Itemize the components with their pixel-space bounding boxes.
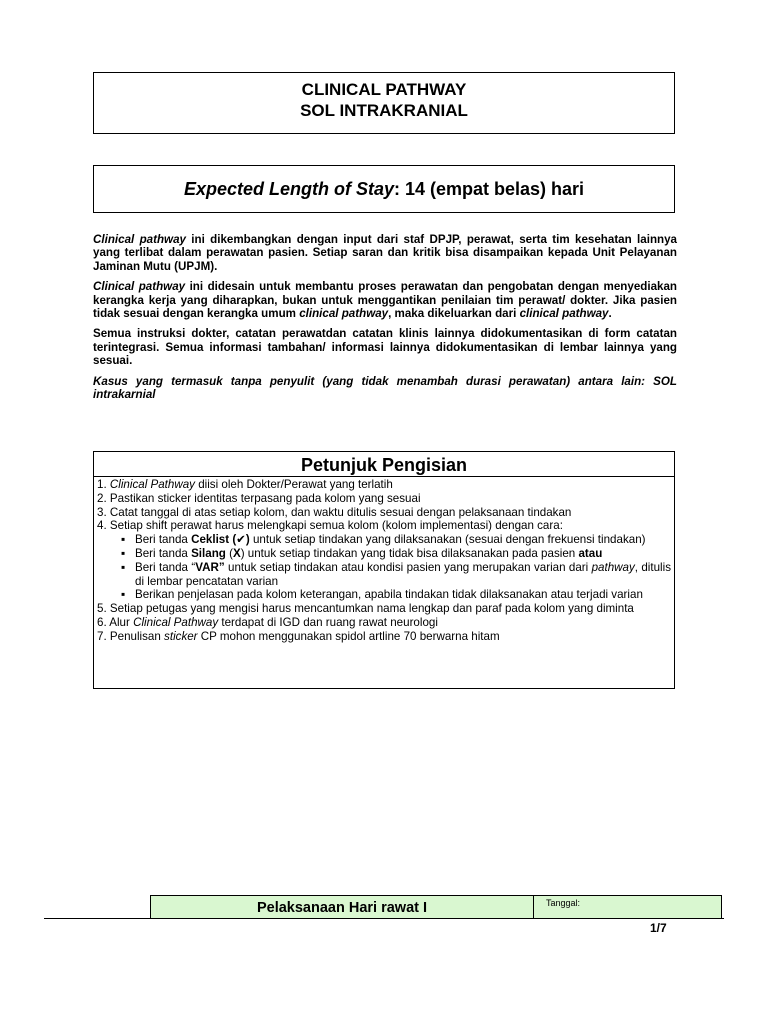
length-of-stay-box (93, 165, 675, 213)
document-title-line2: SOL INTRAKRANIAL (300, 101, 468, 120)
bullet-3-rest: , ditulis di lembar pencatatan varian (135, 560, 672, 588)
intro-p2-end: . (608, 307, 612, 321)
instruction-1 (97, 478, 671, 492)
instruction-7-pre: 7. Penulisan (97, 629, 165, 643)
los-value: : 14 (empat belas) hari (393, 179, 585, 199)
tanggal-label: Tanggal: (546, 898, 581, 908)
intro-paragraph-3: Semua instruksi dokter, catatan perawatdan catatan klinis lainnya didokumentasikan di form catatan terintegrasi. Semua informasi tambahan/ informasi lainnya didokumentasikan di lembar lainnya yang sesuai. (93, 327, 677, 368)
bullet-3-italic: pathway (591, 560, 635, 574)
bullet-1-pre: Beri tanda (135, 533, 192, 547)
bullet-3-mid: untuk setiap tindakan atau kondisi pasien yang merupakan varian dari (224, 560, 592, 574)
instruction-2: 2. Pastikan sticker identitas terpasang pada kolom yang sesuai (97, 491, 421, 505)
bullet-2-mid: ( (225, 546, 233, 560)
petunjuk-body (94, 477, 674, 644)
bullet-ceklist (121, 533, 671, 547)
instruction-6-pre: 6. Alur (97, 615, 134, 629)
intro-p2-lead: Clinical pathway (93, 280, 186, 294)
instruction-6 (97, 616, 671, 630)
hari-rawat-label: Pelaksanaan Hari rawat I (151, 896, 534, 918)
instruction-6-rest: terdapat di IGD dan ruang rawat neurologi (218, 615, 438, 629)
intro-paragraph-1 (93, 233, 677, 273)
petunjuk-pengisian-table (93, 451, 675, 689)
intro-p2-mid: ini didesain untuk membantu proses perawatan dan pengobatan dengan menyediakan kerangka kerja yang diharapkan, bukan untuk menggantikan penilaian tim perawat/ dokter. Jika pasien tidak sesuai dengan kerangka umum (93, 280, 677, 321)
los-label: Expected Length of Stay (183, 179, 394, 199)
instruction-1-num: 1. (97, 478, 107, 491)
title-box (93, 72, 675, 134)
instruction-6-italic: Clinical Pathway (133, 615, 219, 629)
bullet-1-bold: Ceklist (✔) (191, 533, 250, 547)
instruction-4-bullets (97, 533, 671, 602)
bullet-silang (121, 547, 671, 561)
intro-p1-lead: Clinical pathway (93, 233, 186, 246)
intro-p2-italic: clinical pathway (299, 307, 389, 321)
instruction-1-italic: Clinical Pathway (109, 478, 195, 491)
instruction-7-italic: sticker (164, 629, 198, 643)
instruction-7-rest: CP mohon menggunakan spidol artline 70 berwarna hitam (197, 629, 500, 643)
bullet-3-bold: VAR” (195, 560, 225, 574)
intro-p1-rest: ini dikembangkan dengan input dari staf DPJP, perawat, serta tim kesehatan lainnya yang terlibat dalam perawatan pasien. Setiap saran dan kritik bisa disampaikan kepada Unit Pelayanan Jaminan Mutu (UPJM). (93, 233, 678, 273)
intro-paragraph-2 (93, 280, 677, 320)
document-title-line1: CLINICAL PATHWAY (301, 80, 467, 99)
hari-rawat-header (150, 895, 722, 919)
instruction-5: 5. Setiap petugas yang mengisi harus mencantumkan nama lengkap dan paraf pada kolom yang diminta (97, 602, 634, 616)
intro-p2-italic2: clinical pathway (519, 307, 609, 321)
bullet-1-rest: untuk setiap tindakan yang dilaksanakan (sesuai dengan frekuensi tindakan) (249, 533, 646, 547)
bullet-2-x: X (232, 546, 241, 560)
instruction-3: 3. Catat tanggal di atas setiap kolom, dan waktu ditulis sesuai dengan pelaksanaan tindakan (97, 505, 572, 519)
bullet-2-bold: Silang (191, 546, 226, 560)
bullet-3-pre: Beri tanda “ (135, 560, 196, 574)
bullet-keterangan: ▪ Berikan penjelasan pada kolom keterangan, apabila tindakan tidak dilaksanakan atau terjadi varian (121, 588, 671, 602)
intro-paragraph-4: Kasus yang termasuk tanpa penyulit (yang tidak menambah durasi perawatan) antara lain: SOL intrakarnial (93, 374, 677, 402)
instruction-4: 4. Setiap shift perawat harus melengkapi semua kolom (kolom implementasi) dengan cara: (97, 519, 563, 533)
page-number: 1/7 (650, 921, 667, 935)
instruction-1-rest: diisi oleh Dokter/Perawat yang terlatih (194, 478, 393, 491)
bullet-2-pre: Beri tanda (135, 546, 192, 560)
instruction-7 (97, 630, 671, 644)
bullet-var (121, 561, 671, 589)
intro-p2-mid2: , maka dikeluarkan dari (388, 307, 520, 321)
bullet-2-atau: atau (578, 546, 603, 560)
bullet-2-rest: ) untuk setiap tindakan yang tidak bisa dilaksanakan pada pasien (240, 546, 579, 560)
intro-text (93, 233, 677, 408)
tanggal-field[interactable] (534, 896, 721, 918)
petunjuk-heading: Petunjuk Pengisian (94, 452, 674, 477)
